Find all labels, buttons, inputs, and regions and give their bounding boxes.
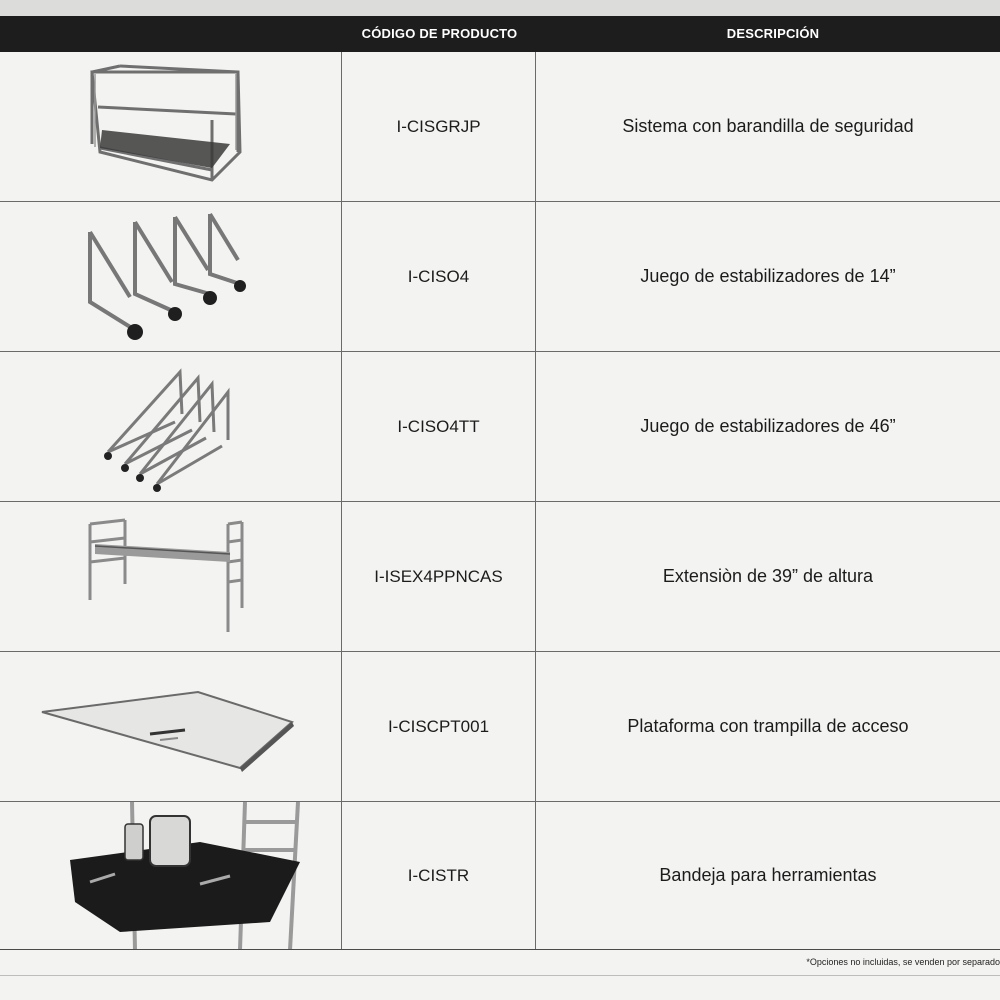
table-row <box>0 502 1000 652</box>
product-table <box>0 52 1000 950</box>
stabilizers-14-image <box>0 202 342 351</box>
product-code: I-CISGRJP <box>342 52 536 201</box>
footnote: *Opciones no incluidas, se venden por separado <box>806 957 1000 967</box>
table-header <box>0 16 1000 52</box>
product-code: I-CISCPT001 <box>342 652 536 801</box>
product-description: Juego de estabilizadores de 14” <box>640 266 896 286</box>
header-code: CÓDIGO DE PRODUCTO <box>361 26 518 41</box>
product-code: I-CISTR <box>342 802 536 949</box>
product-description: Sistema con barandilla de seguridad <box>622 116 914 136</box>
table-row <box>0 352 1000 502</box>
guardrail-system-image <box>0 52 342 201</box>
product-code: I-CISO4TT <box>342 352 536 501</box>
table-row <box>0 652 1000 802</box>
table-row <box>0 52 1000 202</box>
product-description: Bandeja para herramientas <box>659 865 877 885</box>
product-description: Juego de estabilizadores de 46” <box>640 416 896 436</box>
tool-tray-image <box>0 802 342 949</box>
header-description: DESCRIPCIÓN <box>726 26 820 41</box>
stabilizers-46-image <box>0 352 342 501</box>
top-strip <box>0 0 1000 16</box>
product-description: Plataforma con trampilla de acceso <box>627 716 909 736</box>
table-row <box>0 202 1000 352</box>
product-description: Extensiòn de 39” de altura <box>662 566 874 586</box>
trapdoor-platform-image <box>0 652 342 801</box>
bottom-rule <box>0 975 1000 976</box>
height-extension-image <box>0 502 342 651</box>
product-code: I-CISO4 <box>342 202 536 351</box>
table-row <box>0 802 1000 950</box>
product-code: I-ISEX4PPNCAS <box>342 502 536 651</box>
